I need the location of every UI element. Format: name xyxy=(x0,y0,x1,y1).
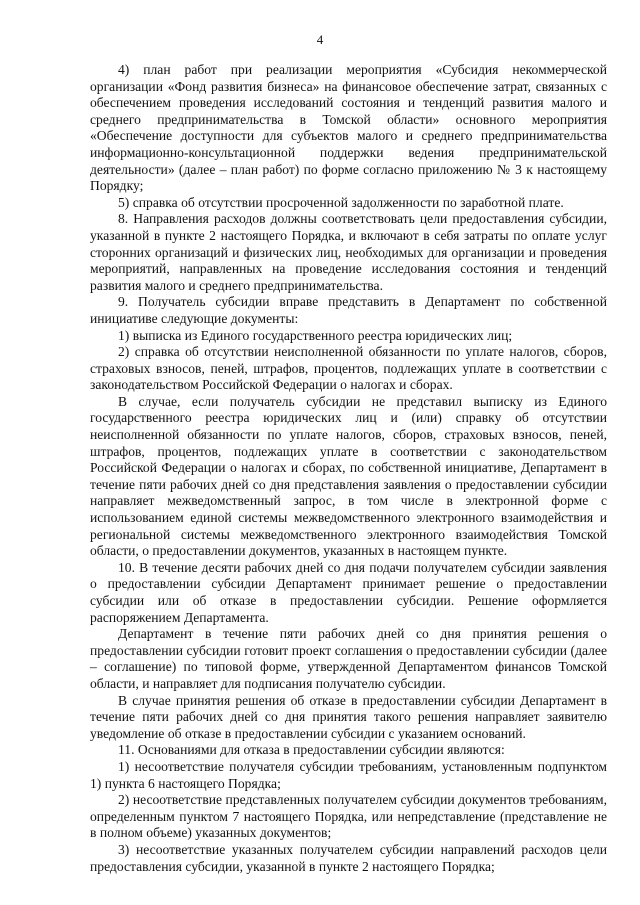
paragraph-item-10: 10. В течение десяти рабочих дней со дня подачи получателем субсидии заявления о предоставлении субсидии Департамент принимает решение о предоставлении субсидии или об отказе в предоставлении субсидии. Решение оформляется распоряжением Департамента. xyxy=(90,559,607,625)
paragraph-osnovanie-3: 3) несоответствие указанных получателем субсидии направлений расходов цели предоставления субсидии, указанной в пункте 2 настоящего Порядка; xyxy=(90,841,607,874)
paragraph-vypiska: 1) выписка из Единого государственного реестра юридических лиц; xyxy=(118,327,513,343)
paragraph-osnovanie-1: 1) несоответствие получателя субсидии требованиям, установленным подпунктом 1) пункта 6 настоящего Порядка; xyxy=(90,758,607,791)
paragraph-otkaz-uvedomlenie: В случае принятия решения об отказе в предоставлении субсидии Департамент в течение пяти рабочих дней со дня принятия такого решения направляет заявителю уведомление об отказе в предоставлении субсидии с указанием оснований. xyxy=(90,692,607,741)
document-body xyxy=(90,62,607,875)
paragraph-spravka-nalogi: 2) справка об отсутствии неисполненной обязанности по уплате налогов, сборов, страховых взносов, пеней, штрафов, процентов, подлежащих уплате в соответствии с законодательством Российской Федерации о налогах и сборах. xyxy=(90,344,607,393)
paragraph-mezhved-zapros: В случае, если получатель субсидии не представил выписку из Единого государственного реестра юридических лиц и (или) справку об отсутствии неисполненной обязанности по уплате налогов, сборов, страховых взносов, пеней, штрафов, процентов, подлежащих уплате в соответствии с законодательством Российской Федерации о налогах и сборах, по собственной инициативе, Департамент в течение пяти рабочих дней со дня представления заявления о предоставлении субсидии направляет межведомственный запрос, в том числе в электронной форме с использованием единой системы межведомственного электронного взаимодействия и региональной системы межведомственного электронного взаимодействия Томской области, о предоставлении документов, указанных в настоящем пункте. xyxy=(90,393,607,559)
paragraph-item-11: 11. Основаниями для отказа в предоставлении субсидии являются: xyxy=(118,742,505,758)
paragraph-spravka-zarplata: 5) справка об отсутствии просроченной задолженности по заработной плате. xyxy=(118,194,564,210)
paragraph-osnovanie-2: 2) несоответствие представленных получателем субсидии документов требованиям, определенным пунктом 7 настоящего Порядка, или непредставление (представление не в полном объеме) указанных документов; xyxy=(90,792,607,841)
page-number: 4 xyxy=(316,32,324,47)
paragraph-plan-rabot: 4) план работ при реализации мероприятия «Субсидия некоммерческой организации «Фонд развития бизнеса» на финансовое обеспечение затрат, связанных с обеспечением проведения исследований состояния и тенденций развития малого и среднего предпринимательства в Томской области» основного мероприятия «Обеспечение доступности для субъектов малого и среднего предпринимательства информационно-консультационной поддержки ведения предпринимательской деятельности» (далее – план работ) по форме согласно приложению № 3 к настоящему Порядку; xyxy=(90,62,607,194)
paragraph-item-8: 8. Направления расходов должны соответствовать цели предоставления субсидии, указанной в пункте 2 настоящего Порядка, и включают в себя затраты по оплате услуг сторонних организаций и физических лиц, необходимых для организации и проведения мероприятий, направленных на проведение исследования состояния и тенденций развития малого и среднего предпринимательства. xyxy=(90,211,607,293)
paragraph-item-9: 9. Получатель субсидии вправе представить в Департамент по собственной инициативе следующие документы: xyxy=(90,294,607,326)
paragraph-soglashenie: Департамент в течение пяти рабочих дней со дня принятия решения о предоставлении субсидии готовит проект соглашения о предоставлении субсидии (далее – соглашение) по типовой форме, утвержденной Департаментом финансов Томской области, и направляет для подписания получателю субсидии. xyxy=(90,626,607,691)
